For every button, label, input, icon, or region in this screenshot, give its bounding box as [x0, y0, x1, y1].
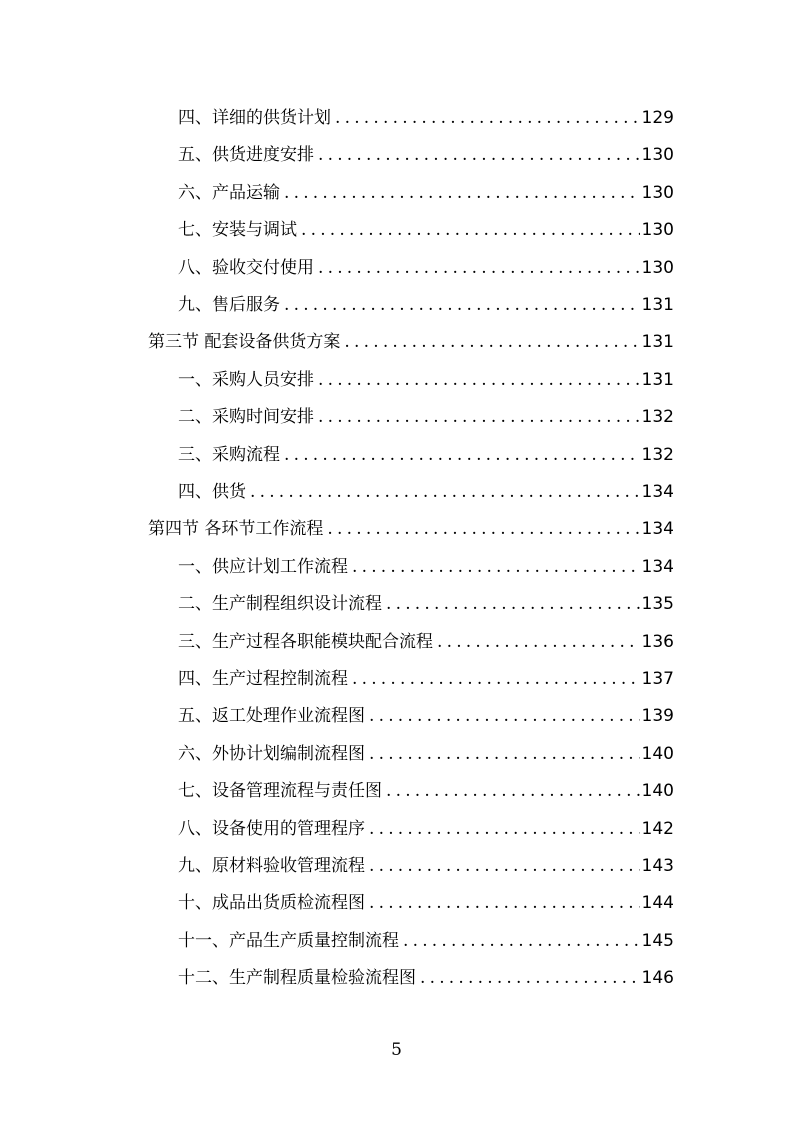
toc-entry-title: 七、安装与调试 [178, 220, 297, 241]
toc-entry[interactable] [178, 399, 674, 436]
toc-entry-page-number: 132 [641, 444, 674, 465]
toc-entry-title: 九、售后服务 [178, 295, 280, 315]
toc-leader-dots [340, 324, 639, 361]
toc-entry-title: 二、生产制程组织设计流程 [178, 594, 382, 615]
toc-entry[interactable] [178, 624, 674, 661]
toc-leader-dots [297, 212, 640, 249]
toc-entry-page-number: 131 [641, 295, 674, 315]
toc-entry-page-number: 130 [641, 145, 674, 166]
toc-leader-dots [280, 287, 640, 324]
toc-entry[interactable] [178, 960, 674, 997]
toc-entry-page-number: 132 [641, 407, 674, 428]
toc-leader-dots [382, 773, 640, 810]
toc-entry-page-number: 129 [641, 108, 674, 128]
toc-entry-page-number: 131 [641, 369, 674, 390]
toc-entry[interactable] [178, 549, 674, 586]
page-number: 5 [391, 1040, 402, 1060]
toc-leader-dots [365, 811, 640, 848]
toc-entry-page-number: 131 [641, 332, 674, 353]
toc-entry[interactable] [178, 661, 674, 698]
toc-entry[interactable] [178, 362, 674, 399]
toc-leader-dots [348, 661, 640, 698]
toc-entry-title: 八、验收交付使用 [178, 257, 314, 278]
toc-entry-title: 五、供货进度安排 [178, 145, 314, 166]
toc-entry-title: 六、产品运输 [178, 182, 280, 203]
toc-leader-dots [314, 137, 640, 174]
toc-entry-page-number: 144 [641, 893, 674, 914]
toc-entry-page-number: 139 [641, 706, 674, 727]
toc-entry[interactable] [178, 698, 674, 735]
toc-entry-page-number: 140 [641, 743, 674, 764]
toc-leader-dots [416, 960, 640, 997]
toc-entry[interactable] [178, 885, 674, 922]
toc-leader-dots [365, 736, 640, 773]
toc-entry[interactable] [178, 848, 674, 885]
toc-entry[interactable] [178, 474, 674, 511]
toc-entry-page-number: 140 [641, 781, 674, 802]
toc-leader-dots [382, 586, 640, 623]
toc-entry-title: 四、生产过程控制流程 [178, 669, 348, 689]
toc-leader-dots [365, 885, 640, 922]
toc-section-entry[interactable] [148, 511, 674, 548]
toc-entry[interactable] [178, 100, 674, 137]
toc-entry[interactable] [178, 137, 674, 174]
toc-entry-title: 第四节 各环节工作流程 [148, 519, 324, 540]
toc-leader-dots [365, 848, 640, 885]
toc-entry[interactable] [178, 586, 674, 623]
toc-entry-page-number: 134 [641, 519, 674, 540]
toc-entry-page-number: 134 [641, 556, 674, 577]
toc-entry-title: 四、详细的供货计划 [178, 108, 331, 128]
toc-entry-title: 六、外协计划编制流程图 [178, 743, 365, 764]
toc-leader-dots [314, 399, 640, 436]
toc-entry-page-number: 135 [641, 594, 674, 615]
toc-leader-dots [399, 923, 640, 960]
toc-entry-title: 十一、产品生产质量控制流程 [178, 930, 399, 951]
toc-entry-page-number: 137 [641, 669, 674, 689]
toc-entry[interactable] [178, 212, 674, 249]
toc-entry-title: 三、采购流程 [178, 444, 280, 465]
toc-leader-dots [365, 698, 640, 735]
toc-leader-dots [433, 624, 640, 661]
toc-entry-page-number: 130 [641, 220, 674, 241]
toc-entry-title: 四、供货 [178, 482, 246, 502]
toc-entry[interactable] [178, 287, 674, 324]
toc-entry[interactable] [178, 773, 674, 810]
toc-entry-page-number: 130 [641, 257, 674, 278]
toc-leader-dots [246, 474, 640, 511]
toc-entry[interactable] [178, 437, 674, 474]
toc-entry-title: 五、返工处理作业流程图 [178, 706, 365, 727]
toc-leader-dots [323, 511, 639, 548]
toc-entry[interactable] [178, 175, 674, 212]
toc-leader-dots [314, 362, 640, 399]
toc-entry-page-number: 142 [641, 818, 674, 839]
toc-entry[interactable] [178, 923, 674, 960]
toc-leader-dots [280, 437, 640, 474]
toc-entry-page-number: 145 [641, 930, 674, 951]
toc-entry-title: 七、设备管理流程与责任图 [178, 781, 382, 802]
toc-section-entry[interactable] [148, 324, 674, 361]
toc-entry-title: 第三节 配套设备供货方案 [148, 332, 341, 353]
toc-entry-title: 三、生产过程各职能模块配合流程 [178, 631, 433, 652]
toc-entry-title: 十、成品出货质检流程图 [178, 893, 365, 914]
toc-leader-dots [280, 175, 640, 212]
toc-leader-dots [348, 549, 640, 586]
toc-entry[interactable] [178, 736, 674, 773]
toc-entry-title: 一、供应计划工作流程 [178, 556, 348, 577]
toc-entry[interactable] [178, 811, 674, 848]
toc-entry-page-number: 134 [641, 482, 674, 502]
toc-entry-title: 十二、生产制程质量检验流程图 [178, 968, 416, 989]
toc-entry-title: 一、采购人员安排 [178, 369, 314, 390]
toc-entry-title: 九、原材料验收管理流程 [178, 856, 365, 876]
toc-entry-title: 八、设备使用的管理程序 [178, 818, 365, 839]
toc-entry[interactable] [178, 250, 674, 287]
toc-entry-page-number: 130 [641, 182, 674, 203]
toc-entry-page-number: 143 [641, 856, 674, 876]
toc-entry-title: 二、采购时间安排 [178, 407, 314, 428]
toc-leader-dots [314, 250, 640, 287]
toc-leader-dots [331, 100, 640, 137]
toc-entry-page-number: 146 [641, 968, 674, 989]
toc-entry-page-number: 136 [641, 631, 674, 652]
